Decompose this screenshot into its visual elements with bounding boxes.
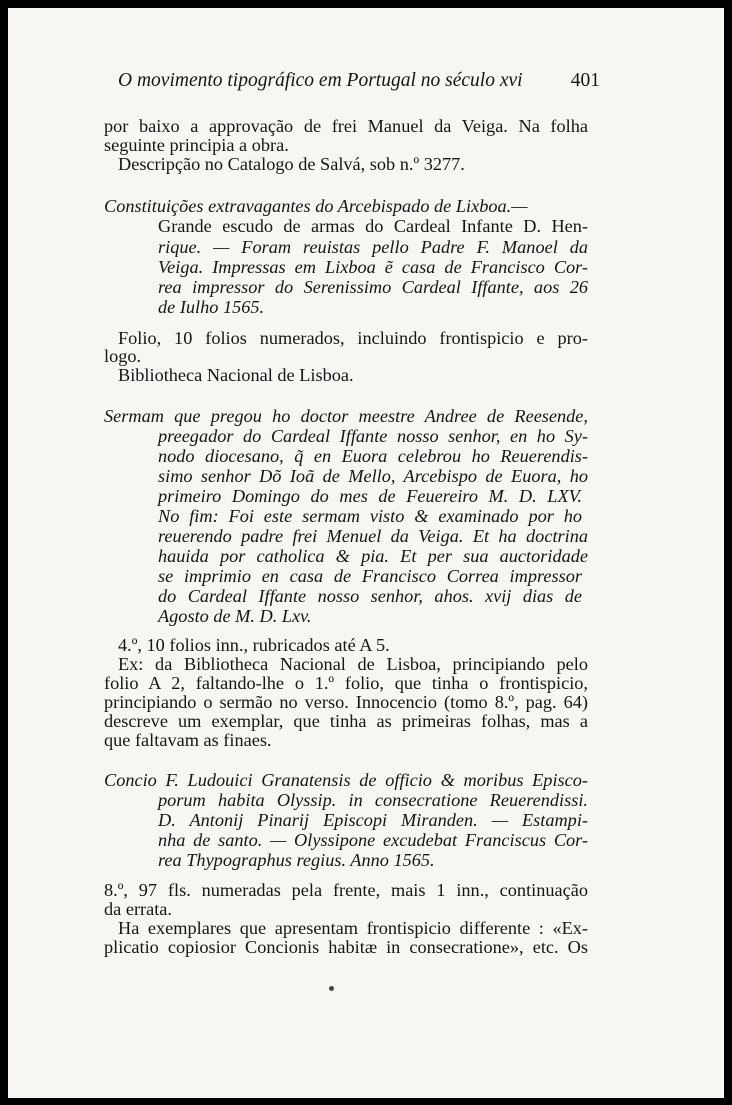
page-number: 401 xyxy=(570,70,600,91)
text-line: Ha exemplares que apresentam frontispicio differente : «Ex- xyxy=(118,918,588,938)
text-line: Grande escudo de armas do Cardeal Infante D. Hen- xyxy=(158,216,588,236)
text-line: do Cardeal Iffante nosso senhor, ahos. xvij dias de xyxy=(158,586,582,606)
text-line: 8.º, 97 fls. numeradas pela frente, mais 1 inn., continuação xyxy=(104,880,588,900)
text-line: descreve um exemplar, que tinha as primeiras folhas, mas a xyxy=(104,711,588,731)
text-line: plicatio copiosior Concionis habitæ in consecratione», etc. Os xyxy=(104,937,588,957)
text-line: hauida por catholica & pia. Et per sua auctoridade xyxy=(158,546,588,566)
text-line: logo. xyxy=(104,346,142,366)
running-title: O movimento tipográfico em Portugal no século xvi xyxy=(118,70,523,91)
text-line: Ex: da Bibliotheca Nacional de Lisboa, principiando pelo xyxy=(118,654,588,674)
text-line: 4.º, 10 folios inn., rubricados até A 5. xyxy=(118,635,390,655)
text-line: primeiro Domingo do mes de Feuereiro M. D. LXV. xyxy=(158,486,582,506)
text-line: reuerendo padre frei Menuel da Veiga. Et ha doctrina xyxy=(158,526,588,546)
text-line: Veiga. Impressas em Lixboa ẽ casa de Francisco Cor- xyxy=(158,257,588,277)
text-line: porum habita Olyssip. in consecratione Reuerendissi. xyxy=(158,790,588,810)
text-line: se imprimio en casa de Francisco Correa impressor xyxy=(158,566,582,586)
text-line: Descripção no Catalogo de Salvá, sob n.º 3277. xyxy=(118,154,465,174)
text-line: No fim: Foi este sermam visto & examinado por ho xyxy=(158,506,582,526)
text-line: Folio, 10 folios numerados, incluindo frontispicio e pro- xyxy=(118,328,588,348)
text-line: preegador do Cardeal Iffante nosso senhor, en ho Sy- xyxy=(158,426,588,446)
ink-speck xyxy=(329,986,334,991)
text-line: Bibliotheca Nacional de Lisboa. xyxy=(118,365,354,385)
text-line: por baixo a approvação de frei Manuel da Veiga. Na folha xyxy=(104,116,588,136)
text-line: D. Antonij Pinarij Episcopi Miranden. — Estampi- xyxy=(158,810,588,830)
text-line: principiando o sermão no verso. Innocencio (tomo 8.º, pag. 64) xyxy=(104,692,588,712)
text-line: rique. — Foram reuistas pello Padre F. Manoel da xyxy=(158,237,588,257)
text-line: nha de santo. — Olyssipone excudebat Franciscus Cor- xyxy=(158,830,588,850)
text-line: que faltavam as finaes. xyxy=(104,730,272,750)
running-header xyxy=(118,70,600,100)
text-line: folio A 2, faltando-lhe o 1.º folio, que tinha o frontispicio, xyxy=(104,673,588,693)
text-line: seguinte principia a obra. xyxy=(104,135,289,155)
text-line: de Iulho 1565. xyxy=(158,297,265,317)
text-line: nodo diocesano, q̃ en Euora celebrou ho Reuerendis- xyxy=(158,446,588,466)
text-line: Concio F. Ludouici Granatensis de officio & moribus Episco- xyxy=(104,770,588,790)
text-line: simo senhor Dõ Ioã de Mello, Arcebispo de Euora, ho xyxy=(158,466,588,486)
book-page xyxy=(8,8,724,1098)
text-line: rea Thypographus regius. Anno 1565. xyxy=(158,850,435,870)
text-line: da errata. xyxy=(104,899,172,919)
text-line: Constituições extravagantes do Arcebispado de Lixboa.— xyxy=(104,196,528,216)
text-line: Agosto de M. D. Lxv. xyxy=(158,606,312,626)
text-line: Sermam que pregou ho doctor meestre Andree de Reesende, xyxy=(104,406,588,426)
text-line: rea impressor do Serenissimo Cardeal Iffante, aos 26 xyxy=(158,277,588,297)
